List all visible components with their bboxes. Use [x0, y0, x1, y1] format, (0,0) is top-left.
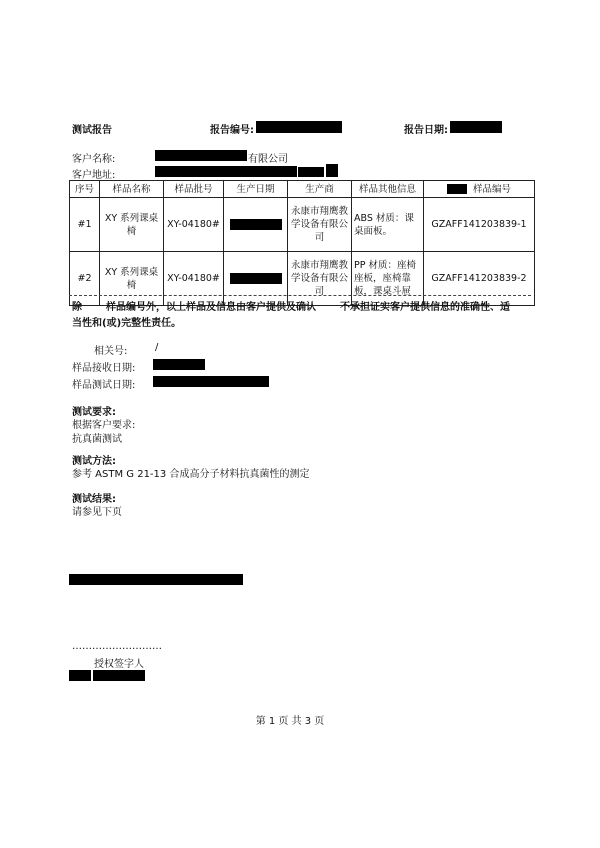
- redacted-report-number: [256, 121, 342, 133]
- cell-no: #2: [70, 252, 100, 306]
- redacted-client-address: [155, 166, 297, 177]
- cell-manufacturer: 永康市翔鹰教学设备有限公司: [288, 252, 352, 306]
- related-number-label: 相关号:: [94, 346, 128, 357]
- report-title: 测试报告: [72, 125, 112, 136]
- redacted-production-date: [230, 273, 282, 284]
- cell-date: [224, 198, 288, 252]
- disclaimer-part3: 不承担证实客户提供信息的准确性、适: [340, 302, 510, 313]
- disclaimer-part1: 除: [72, 302, 82, 313]
- dashed-divider: [69, 295, 531, 296]
- redacted-client-address-2: [298, 167, 324, 177]
- client-name-suffix: 有限公司: [248, 154, 288, 165]
- test-date-label: 样品测试日期:: [72, 380, 136, 391]
- method-line1: 参考 ASTM G 21-13 合成高分子材料抗真菌性的测定: [72, 469, 310, 480]
- client-name-label: 客户名称:: [72, 154, 116, 165]
- redacted-production-date: [230, 219, 282, 230]
- cell-sample-id: GZAFF141203839-2: [424, 252, 535, 306]
- col-header-date: 生产日期: [224, 181, 288, 198]
- sample-table: [69, 180, 535, 306]
- cell-name: XY 系列课桌椅: [100, 198, 164, 252]
- cell-info: PP 材质：座椅座板，座椅靠板，课桌斗屉: [352, 252, 424, 306]
- redacted-client-address-3: [326, 164, 338, 177]
- redacted-received-date: [153, 359, 205, 370]
- disclaimer-part2: 样品编号外，以上样品及信息由客户提供及确认: [106, 302, 316, 313]
- cell-no: #1: [70, 198, 100, 252]
- col-header-name: 样品名称: [100, 181, 164, 198]
- table-row: [70, 252, 535, 306]
- col-header-batch: 样品批号: [164, 181, 224, 198]
- col-header-manufacturer: 生产商: [288, 181, 352, 198]
- requirements-line2: 抗真菌测试: [72, 434, 122, 445]
- redacted-signatory-name-2: [93, 670, 145, 681]
- results-line1: 请参见下页: [72, 507, 122, 518]
- redacted-lab-name: [447, 184, 467, 194]
- received-date-label: 样品接收日期:: [72, 363, 136, 374]
- signatory-label: 授权签字人: [94, 659, 144, 670]
- redacted-signatory-name-1: [69, 670, 91, 681]
- cell-name: XY 系列课桌椅: [100, 252, 164, 306]
- cell-batch: XY-04180#: [164, 252, 224, 306]
- cell-sample-id: GZAFF141203839-1: [424, 198, 535, 252]
- redacted-report-date: [450, 121, 502, 133]
- report-date-label: 报告日期:: [404, 125, 448, 136]
- related-number-value: /: [155, 342, 159, 353]
- table-header-row: [70, 181, 535, 198]
- requirements-line1: 根据客户要求:: [72, 420, 136, 431]
- cell-date: [224, 252, 288, 306]
- signature-dots: ………………………: [72, 641, 162, 652]
- requirements-title: 测试要求:: [72, 407, 116, 418]
- results-title: 测试结果:: [72, 494, 116, 505]
- col-header-no: 序号: [70, 181, 100, 198]
- col-header-info: 样品其他信息: [352, 181, 424, 198]
- redacted-test-date: [153, 376, 269, 387]
- report-number-label: 报告编号:: [210, 125, 254, 136]
- page-number: 第 1 页 共 3 页: [255, 716, 325, 727]
- cell-manufacturer: 永康市翔鹰教学设备有限公司: [288, 198, 352, 252]
- cell-batch: XY-04180#: [164, 198, 224, 252]
- disclaimer-part4: 当性和(或)完整性责任。: [72, 318, 182, 329]
- redacted-lab-statement: [69, 574, 243, 585]
- method-title: 测试方法:: [72, 456, 116, 467]
- col-header-sample-id: [424, 181, 535, 198]
- disclaimer: [72, 300, 532, 332]
- table-row: [70, 198, 535, 252]
- cell-info: ABS 材质：课桌面板。: [352, 198, 424, 252]
- client-address-label: 客户地址:: [72, 170, 116, 181]
- col-header-sample-id-label: 样品编号: [472, 183, 511, 195]
- redacted-client-name: [155, 150, 247, 161]
